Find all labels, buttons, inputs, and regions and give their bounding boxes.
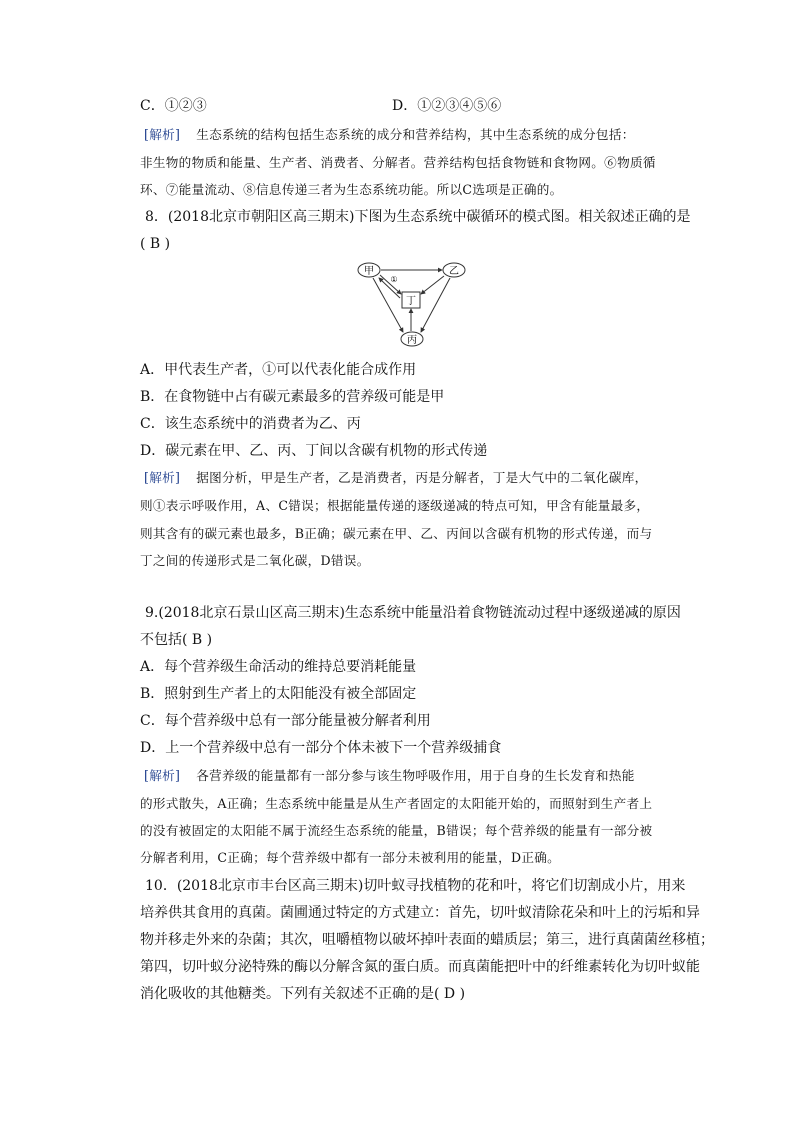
q8-option-d: D．碳元素在甲、乙、丙、丁间以含碳有机物的形式传递 — [140, 443, 488, 459]
q8-explanation-line-3: 则其含有的碳元素也最多，B正确；碳元素在甲、乙、丙间以含碳有机物的形式传递，而与 — [140, 526, 653, 541]
q8-stem-line-1: 8．(2018北京市朝阳区高三期末)下图为生态系统中碳循环的模式图。相关叙述正确的是 — [145, 209, 691, 225]
label-ding: 丁 — [406, 296, 416, 307]
q7-explanation-line-1: [解析] 生态系统的结构包括生态系统的成分和营养结构，其中生态系统的成分包括： — [144, 127, 635, 142]
q8-option-b: B．在食物链中占有碳元素最多的营养级可能是甲 — [140, 389, 445, 405]
q9-option-b: B．照射到生产者上的太阳能没有被全部固定 — [140, 686, 417, 702]
q10-stem-line-3: 物并移走外来的杂菌；其次，咀嚼植物以破坏掉叶表面的蜡质层；第三，进行真菌菌丝移植； — [140, 932, 714, 948]
explanation-tag: [解析] — [144, 127, 181, 142]
q8-explanation-line-2: 则①表示呼吸作用，A、C错误；根据能量传递的逐级递减的特点可知，甲含有能量最多， — [140, 498, 650, 513]
q9-option-a: A．每个营养级生命活动的维持总要消耗能量 — [140, 659, 417, 675]
label-bing: 丙 — [407, 335, 417, 346]
q8-option-c: C．该生态系统中的消费者为乙、丙 — [140, 416, 361, 432]
q8-option-a: A．甲代表生产者，①可以代表化能合成作用 — [140, 362, 417, 378]
explanation-tag: [解析] — [144, 768, 181, 783]
q8-explanation-line-1: [解析] 据图分析，甲是生产者，乙是消费者，丙是分解者，丁是大气中的二氧化碳库， — [144, 470, 648, 485]
q10-stem-line-4: 第四，切叶蚁分泌特殊的酶以分解含氮的蛋白质。而真菌能把叶中的纤维素转化为切叶蚁能 — [140, 959, 700, 975]
q9-option-d: D．上一个营养级中总有一部分个体未被下一个营养级捕食 — [140, 740, 502, 756]
q9-explanation-line-4: 分解者利用，C正确；每个营养级中都有一部分未被利用的能量，D正确。 — [140, 850, 561, 865]
q7-explanation-line-3: 环、⑦能量流动、⑧信息传递三者为生态系统功能。所以C选项是正确的。 — [140, 182, 563, 197]
label-jia: 甲 — [364, 266, 374, 277]
q8-stem-line-2: ( B ) — [140, 236, 171, 252]
label-arrow-1: ① — [390, 275, 398, 284]
q9-explanation-line-3: 的没有被固定的太阳能不属于流经生态系统的能量，B错误；每个营养级的能量有一部分被 — [140, 823, 653, 838]
q7-option-d: D．①②③④⑤⑥ — [392, 98, 502, 114]
q10-stem-line-1: 10．(2018北京市丰台区高三期末)切叶蚁寻找植物的花和叶，将它们切割成小片，用来 — [145, 878, 686, 894]
q7-explanation-line-2: 非生物的物质和能量、生产者、消费者、分解者。营养结构包括食物链和食物网。⑥物质循 — [140, 155, 656, 170]
label-yi: 乙 — [449, 266, 459, 277]
explanation-tag: [解析] — [144, 470, 181, 485]
carbon-cycle-diagram — [354, 254, 476, 350]
arrow-yi-ding — [421, 276, 444, 294]
q9-explanation-line-2: 的形式散失，A正确；生态系统中能量是从生产者固定的太阳能开始的，而照射到生产者上 — [140, 796, 653, 811]
q9-explanation-line-1: [解析] 各营养级的能量都有一部分参与该生物呼吸作用，用于自身的生长发育和热能 — [144, 768, 635, 783]
q7-option-c: C．①②③ — [140, 98, 207, 114]
q9-stem-line-2: 不包括( B ) — [140, 632, 213, 648]
arrow-yi-bing — [421, 278, 450, 332]
q10-stem-line-2: 培养供其食用的真菌。菌圃通过特定的方式建立：首先，切叶蚁清除花朵和叶上的污垢和异 — [140, 905, 700, 921]
q10-stem-line-5: 消化吸收的其他糖类。下列有关叙述不正确的是( D ) — [140, 986, 466, 1002]
q9-stem-line-1: 9.(2018北京石景山区高三期末)生态系统中能量沿着食物链流动过程中逐级递减的原因 — [145, 605, 681, 621]
q9-option-c: C．每个营养级中总有一部分能量被分解者利用 — [140, 713, 431, 729]
q8-explanation-line-4: 丁之间的传递形式是二氧化碳，D错误。 — [140, 553, 370, 568]
